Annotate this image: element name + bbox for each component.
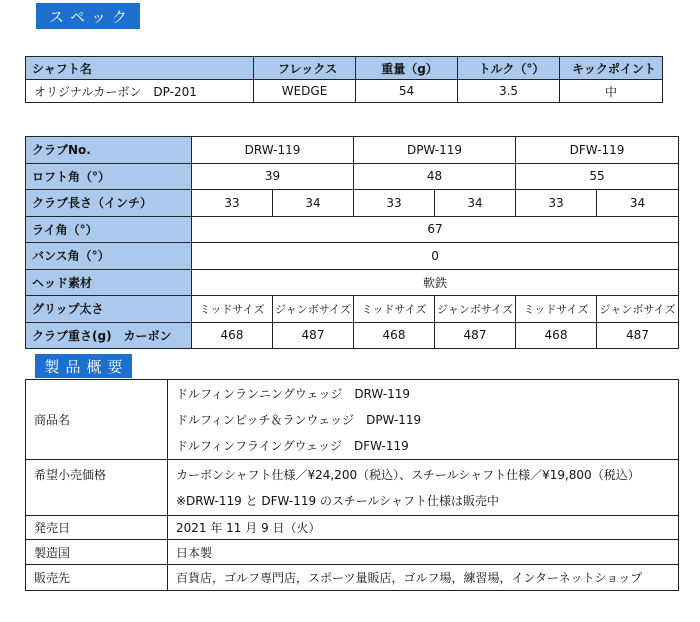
product-release-date: 2021 年 11 月 9 日（火）	[168, 516, 679, 540]
product-section-tab: 製品概要	[35, 354, 132, 378]
club-length: 33	[354, 190, 435, 217]
club-weight: 468	[516, 322, 597, 349]
spec-header-kickpoint: キックポイント	[560, 57, 663, 80]
product-name-label: 商品名	[26, 380, 168, 460]
product-release-label: 発売日	[26, 516, 168, 540]
club-lie-row	[26, 216, 679, 243]
club-grip-label: グリップ太さ	[26, 296, 192, 323]
club-weight: 487	[435, 322, 516, 349]
club-length-label: クラブ長さ（インチ）	[26, 190, 192, 217]
club-bounce-row	[26, 243, 679, 270]
club-grip: ミッドサイズ	[516, 296, 597, 323]
product-sales-channels: 百貨店，ゴルフ専門店，スポーツ量販店，ゴルフ場，練習場，インターネットショップ	[168, 565, 679, 591]
club-lie-label: ライ角（°）	[26, 216, 192, 243]
spec-header-torque: トルク（°）	[458, 57, 560, 80]
club-loft-label: ロフト角（°）	[26, 163, 192, 190]
spec-flex: WEDGE	[254, 80, 356, 103]
spec-kickpoint: 中	[560, 80, 663, 103]
club-bounce-label: バンス角（°）	[26, 243, 192, 270]
club-weight: 468	[192, 322, 273, 349]
spec-torque: 3.5	[458, 80, 560, 103]
club-length: 34	[597, 190, 679, 217]
club-weight: 487	[597, 322, 679, 349]
product-price-label: 希望小売価格	[26, 460, 168, 516]
spec-header-row	[26, 57, 663, 80]
product-origin-row	[26, 540, 679, 565]
club-length: 33	[192, 190, 273, 217]
club-weight: 487	[273, 322, 354, 349]
club-grip: ジャンボサイズ	[597, 296, 679, 323]
club-length-row	[26, 190, 679, 217]
spec-value-row	[26, 80, 663, 103]
spec-header-weight: 重量（g）	[356, 57, 458, 80]
club-bounce: 0	[192, 243, 679, 270]
club-model: DPW-119	[354, 137, 516, 164]
club-head-row	[26, 269, 679, 296]
product-name: ドルフィンピッチ＆ランウェッジ DPW-119	[176, 412, 422, 427]
club-model: DRW-119	[192, 137, 354, 164]
club-grip: ジャンボサイズ	[273, 296, 354, 323]
club-loft: 55	[516, 163, 679, 190]
product-name-cell	[168, 380, 679, 460]
club-length: 34	[435, 190, 516, 217]
product-price: カーボンシャフト仕様／¥24,200（税込）、スチールシャフト仕様／¥19,800（税込）	[176, 467, 640, 482]
club-spec-table	[25, 136, 679, 349]
product-sales-row	[26, 565, 679, 591]
club-loft-row	[26, 163, 679, 190]
product-sales-label: 販売先	[26, 565, 168, 591]
club-model-row	[26, 137, 679, 164]
club-grip-row	[26, 296, 679, 323]
club-grip: ミッドサイズ	[192, 296, 273, 323]
product-name: ドルフィンランニングウェッジ DRW-119	[176, 386, 411, 401]
club-model-label: クラブNo.	[26, 137, 192, 164]
product-price-note: ※DRW-119 と DFW-119 のスチールシャフト仕様は販売中	[176, 493, 499, 508]
spec-section-tab: スペック	[36, 3, 140, 29]
club-length: 33	[516, 190, 597, 217]
club-model: DFW-119	[516, 137, 679, 164]
product-origin: 日本製	[168, 540, 679, 565]
club-length: 34	[273, 190, 354, 217]
club-lie: 67	[192, 216, 679, 243]
club-loft: 48	[354, 163, 516, 190]
spec-header-flex: フレックス	[254, 57, 356, 80]
product-table	[25, 379, 679, 591]
club-weight-label: クラブ重さ(g) カーボン	[26, 322, 192, 349]
club-grip: ジャンボサイズ	[435, 296, 516, 323]
spec-table	[25, 56, 663, 103]
club-weight-row	[26, 322, 679, 349]
club-loft: 39	[192, 163, 354, 190]
product-name: ドルフィンフライングウェッジ DFW-119	[176, 438, 409, 453]
product-release-row	[26, 516, 679, 540]
product-price-row	[26, 460, 679, 516]
spec-shaft-name: オリジナルカーボン DP-201	[26, 80, 254, 103]
club-weight: 468	[354, 322, 435, 349]
club-head-material: 軟鉄	[192, 269, 679, 296]
club-grip: ミッドサイズ	[354, 296, 435, 323]
product-origin-label: 製造国	[26, 540, 168, 565]
club-head-label: ヘッド素材	[26, 269, 192, 296]
product-name-row	[26, 380, 679, 460]
spec-header-shaft: シャフト名	[26, 57, 254, 80]
spec-weight: 54	[356, 80, 458, 103]
product-price-cell	[168, 460, 679, 516]
